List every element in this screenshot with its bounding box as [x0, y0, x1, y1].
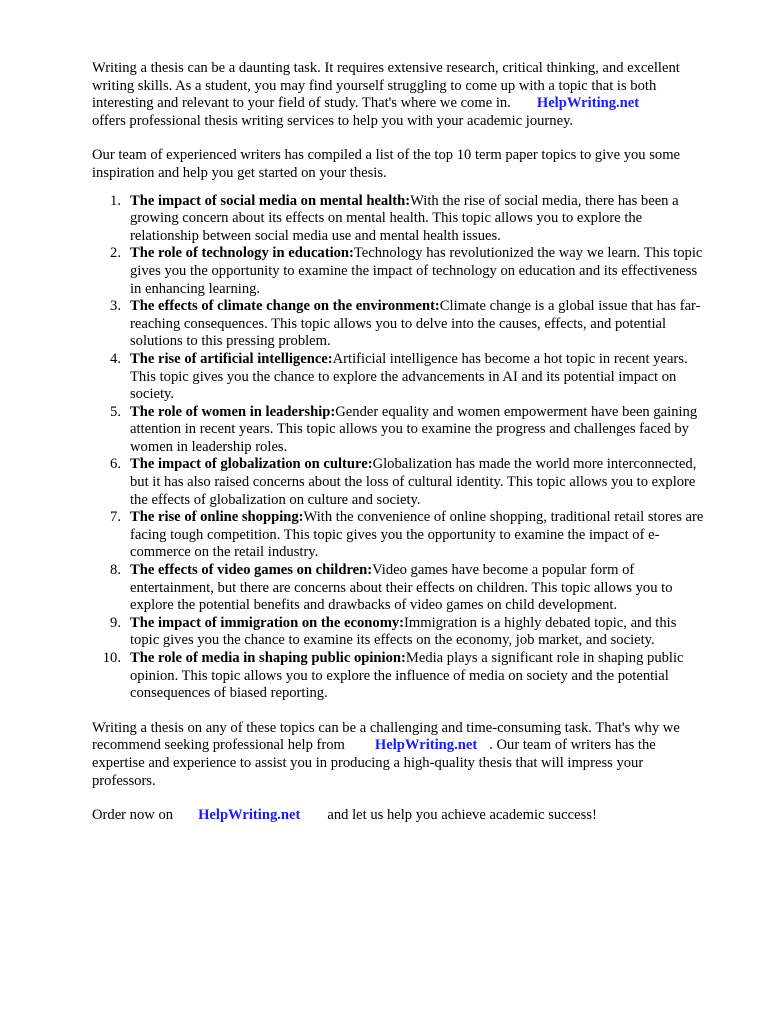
topic-number: 4. — [110, 350, 121, 367]
topic-item — [92, 193, 704, 246]
topic-number: 2. — [110, 245, 121, 262]
topic-item — [92, 509, 704, 562]
topic-body: Media plays a significant role in shaping public opinion. This topic allows you to explore the influence of media on society and the potential consequences of biased reporting. — [130, 650, 684, 702]
topic-body: Artificial intelligence has become a hot topic in recent years. This topic gives you the chance to explore the advancements in AI and its potential impact on society. — [130, 350, 688, 403]
topic-body: Video games have become a popular form of entertainment, but there are concerns about their effects on children. This topic allows you to explore the potential benefits and drawbacks of video games on child development. — [130, 562, 673, 614]
topic-title: The impact of immigration on the economy: — [130, 614, 405, 631]
topic-body: Immigration is a highly debated topic, and this topic gives you the chance to examine its effects on the economy, job market, and society. — [130, 614, 677, 649]
topic-title: The role of women in leadership: — [130, 403, 336, 420]
lead-paragraph: Our team of experienced writers has compiled a list of the top 10 term paper topics to give you some inspiration and help you get started on your thesis. — [92, 147, 681, 181]
topic-item — [92, 351, 704, 404]
topic-number: 3. — [110, 298, 121, 315]
topic-title: The effects of video games on children: — [130, 562, 373, 579]
topic-body: Gender equality and women empowerment have been gaining attention in recent years. This topic allows you to examine the progress and challenges faced by women in leadership roles. — [130, 403, 698, 455]
order-text-after: and let us help you achieve academic success! — [327, 807, 597, 824]
helpwriting-link[interactable]: HelpWriting.net — [374, 737, 478, 754]
topic-number: 5. — [110, 403, 121, 420]
recommend-text: Writing a thesis on any of these topics can be a challenging and time-consuming task. That's why we recommend seeking professional help from — [92, 719, 680, 754]
topic-body: Climate change is a global issue that has far-reaching consequences. This topic allows you to delve into the causes, effects, and potential solutions to this pressing problem. — [130, 298, 701, 350]
topic-title: The role of technology in education: — [130, 245, 354, 262]
topic-title: The impact of globalization on culture: — [130, 456, 373, 473]
order-text: Order now on — [92, 807, 174, 824]
topic-number: 6. — [110, 456, 121, 473]
topic-body: Globalization has made the world more interconnected, but it has also raised concerns about the loss of cultural identity. This topic allows you to explore the effects of globalization on culture and society. — [130, 456, 697, 508]
topic-title: The effects of climate change on the environment: — [130, 298, 440, 315]
recommend-text-after: . Our team of writers has the expertise and experience to assist you in producing a high-quality thesis that will impress your professors. — [92, 737, 656, 789]
intro-paragraph — [92, 60, 704, 130]
helpwriting-link[interactable]: HelpWriting.net — [536, 95, 640, 112]
helpwriting-link[interactable]: HelpWriting.net — [198, 807, 301, 824]
intro-text: Writing a thesis can be a daunting task. It requires extensive research, critical thinking, and excellent writing skills. As a student, you may find yourself struggling to come up with a topic that is both interesting and relevant to your field of study. That's where we come in. — [92, 60, 680, 112]
topic-body: With the convenience of online shopping, traditional retail stores are facing tough competition. This topic gives you the opportunity to examine the impact of e-commerce on the retail industry. — [130, 509, 704, 561]
topic-item — [92, 456, 704, 509]
topic-title: The role of media in shaping public opinion: — [130, 650, 406, 666]
topic-item — [92, 615, 704, 650]
recommend-paragraph — [92, 720, 704, 790]
topic-number: 9. — [110, 614, 121, 631]
topic-title: The rise of online shopping: — [130, 509, 304, 526]
topic-list — [92, 193, 704, 703]
topic-number: 8. — [110, 562, 121, 579]
topic-title: The impact of social media on mental health: — [130, 192, 411, 209]
topic-body: Technology has revolutionized the way we learn. This topic gives you the opportunity to examine the impact of technology on education and its effectiveness in enhancing learning. — [130, 245, 703, 297]
topic-number: 1. — [110, 192, 121, 209]
topic-item — [92, 562, 704, 615]
topic-number: 7. — [110, 509, 121, 526]
topic-title: The rise of artificial intelligence: — [130, 350, 333, 367]
topic-body: With the rise of social media, there has been a growing concern about its effects on mental health. This topic allows you to explore the relationship between social media use and mental health issues. — [130, 192, 679, 244]
topic-item — [92, 404, 704, 457]
order-paragraph — [92, 807, 704, 825]
topic-item — [92, 245, 704, 298]
topic-number: 10. — [102, 650, 121, 666]
intro-text-after: offers professional thesis writing services to help you with your academic journey. — [92, 112, 574, 129]
topic-item — [92, 298, 704, 351]
topic-item — [92, 650, 704, 703]
